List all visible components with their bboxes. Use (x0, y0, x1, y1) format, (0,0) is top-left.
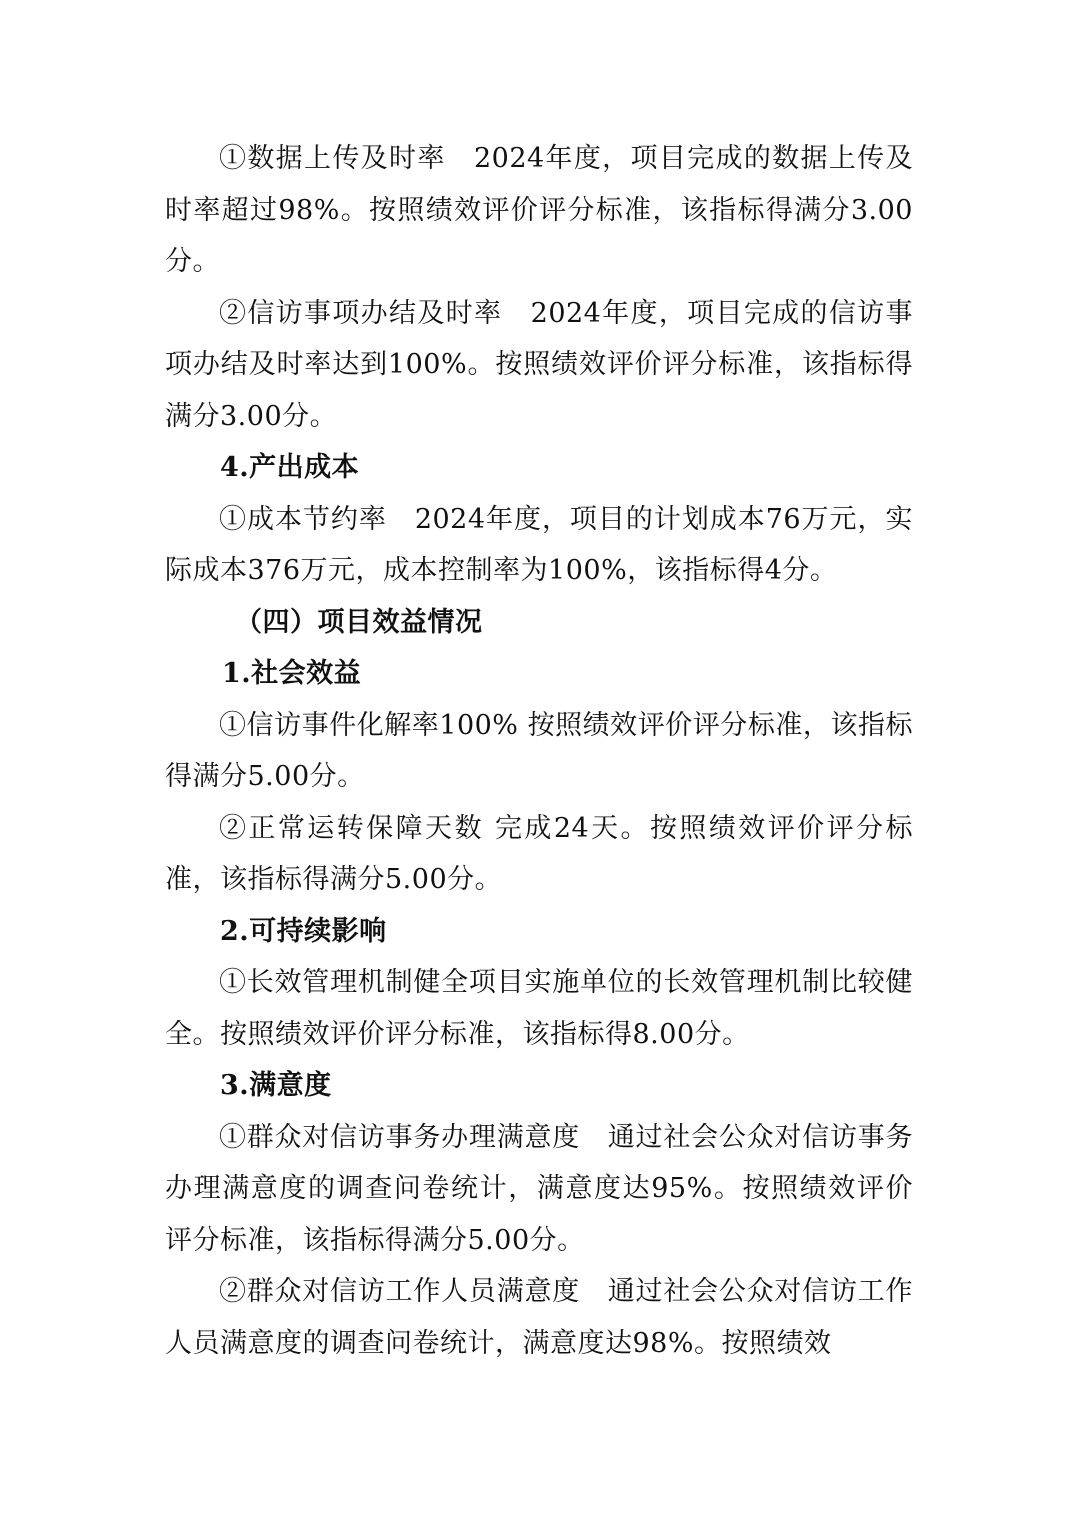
paragraph-data-upload-timeliness: ①数据上传及时率 2024年度，项目完成的数据上传及时率超过98%。按照绩效评价评分标准，该指标得满分3.00分。 (165, 143, 913, 277)
paragraph-cost-saving-rate: ①成本节约率 2024年度，项目的计划成本76万元，实际成本376万元，成本控制率为100%，该指标得4分。 (165, 503, 913, 586)
heading-project-benefits: （四）项目效益情况 (235, 606, 483, 638)
heading-sustainable-impact: 2.可持续影响 (220, 915, 387, 947)
paragraph-long-term-mechanism: ①长效管理机制健全项目实施单位的长效管理机制比较健全。按照绩效评价评分标准，该指标得8.00分。 (165, 967, 913, 1050)
document-page (165, 133, 913, 1369)
paragraph-affairs-satisfaction: ①群众对信访事务办理满意度 通过社会公众对信访事务办理满意度的调查问卷统计，满意度达95%。按照绩效评价评分标准，该指标得满分5.00分。 (165, 1121, 913, 1256)
paragraph-petition-handling-timeliness: ②信访事项办结及时率 2024年度，项目完成的信访事项办结及时率达到100%。按照绩效评价评分标准，该指标得满分3.00分。 (165, 297, 913, 432)
heading-satisfaction: 3.满意度 (220, 1070, 332, 1101)
heading-output-cost: 4.产出成本 (220, 452, 360, 483)
paragraph-operation-guarantee-days: ②正常运转保障天数 完成24天。按照绩效评价评分标准，该指标得满分5.00分。 (165, 812, 913, 895)
paragraph-staff-satisfaction: ②群众对信访工作人员满意度 通过社会公众对信访工作人员满意度的调查问卷统计，满意度达98%。按照绩效 (165, 1276, 913, 1359)
paragraph-petition-resolution-rate: ①信访事件化解率100% 按照绩效评价评分标准，该指标得满分5.00分。 (165, 709, 913, 792)
heading-social-benefits: 1.社会效益 (222, 658, 362, 689)
